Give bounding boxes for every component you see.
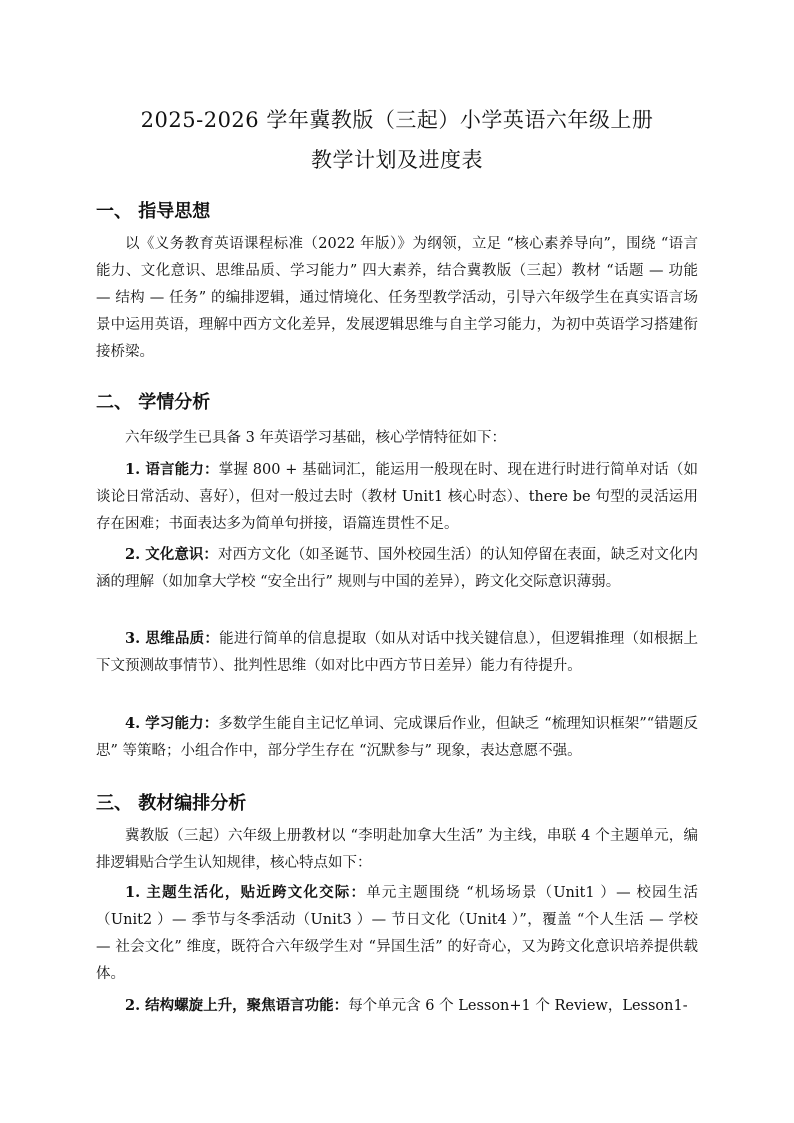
item-text: 对西方文化（如圣诞节、国外校园生活）的认知停留在表面，缺乏对文化内涵的理解（如加拿大学校 “安全出行” 规则与中国的差异），跨文化交际意识薄弱。 (96, 547, 699, 590)
document-subtitle: 教学计划及进度表 (311, 148, 483, 172)
item-text: 每个单元含 6 个 Lesson+1 个 Review，Lesson1- (348, 998, 688, 1014)
item-text: 掌握 800 + 基础词汇，能运用一般现在时、现在进行时进行简单对话（如谈论日常活动、喜好），但对一般过去时（教材 Unit1 核心时态）、there be 句型的灵活运用存在困难；书面表达多为简单句拼接，语篇连贯性不足。 (96, 462, 698, 532)
student-analysis-item (96, 541, 698, 596)
textbook-analysis-item (96, 992, 698, 1020)
document-title: 2025-2026 学年冀教版（三起）小学英语六年级上册 (140, 108, 654, 132)
item-label: 1. 语言能力： (125, 461, 219, 478)
section-heading-student-analysis: 二、 学情分析 (96, 392, 211, 413)
textbook-analysis-item (96, 879, 698, 988)
item-label: 2. 文化意识： (125, 546, 218, 563)
item-label: 1. 主题生活化，贴近跨文化交际： (125, 884, 367, 901)
item-text: 单元主题围绕 “机场场景（Unit1 ）— 校园生活（Unit2 ）— 季节与冬季活动（Unit3 ）— 节日文化（Unit4 ）”，覆盖 “个人生活 — 学校 — 社会文化” 维度，既符合六年级学生对 “异国生活” 的好奇心，又为跨文化意识培养提供载体。 (96, 885, 698, 982)
item-label: 3. 思维品质： (125, 630, 220, 647)
item-text: 能进行简单的信息提取（如从对话中找关键信息），但逻辑推理（如根据上下文预测故事情节）、批判性思维（如对比中西方节日差异）能力有待提升。 (96, 631, 699, 674)
textbook-analysis-intro: 冀教版（三起）六年级上册教材以 “李明赴加拿大生活” 为主线，串联 4 个主题单元，编排逻辑贴合学生认知规律，核心特点如下： (96, 828, 698, 871)
item-label: 4. 学习能力： (125, 715, 219, 732)
item-text: 多数学生能自主记忆单词、完成课后作业，但缺乏 “梳理知识框架”“错题反思” 等策略；小组合作中，部分学生存在 “沉默参与” 现象，表达意愿不强。 (96, 716, 698, 759)
student-analysis-item (96, 625, 698, 680)
section-heading-textbook-analysis: 三、 教材编排分析 (96, 793, 247, 814)
student-analysis-item (96, 456, 698, 538)
item-label: 2. 结构螺旋上升，聚焦语言功能： (125, 997, 349, 1014)
student-analysis-item (96, 710, 698, 765)
section-heading-guiding-ideology: 一、 指导思想 (96, 201, 211, 222)
student-analysis-intro: 六年级学生已具备 3 年英语学习基础，核心学情特征如下： (125, 430, 506, 446)
guiding-ideology-paragraph: 以《义务教育英语课程标准（2022 年版）》为纲领，立足 “核心素养导向”，围绕 “语言能力、文化意识、思维品质、学习能力” 四大素养，结合冀教版（三起）教材 “话题 — 功能 — 结构 — 任务” 的编排逻辑，通过情境化、任务型教学活动，引导六年级学生在真实语言场景中运用英语，理解中西方文化差异，发展逻辑思维与自主学习能力，为初中英语学习搭建衔接桥梁。 (96, 236, 698, 360)
